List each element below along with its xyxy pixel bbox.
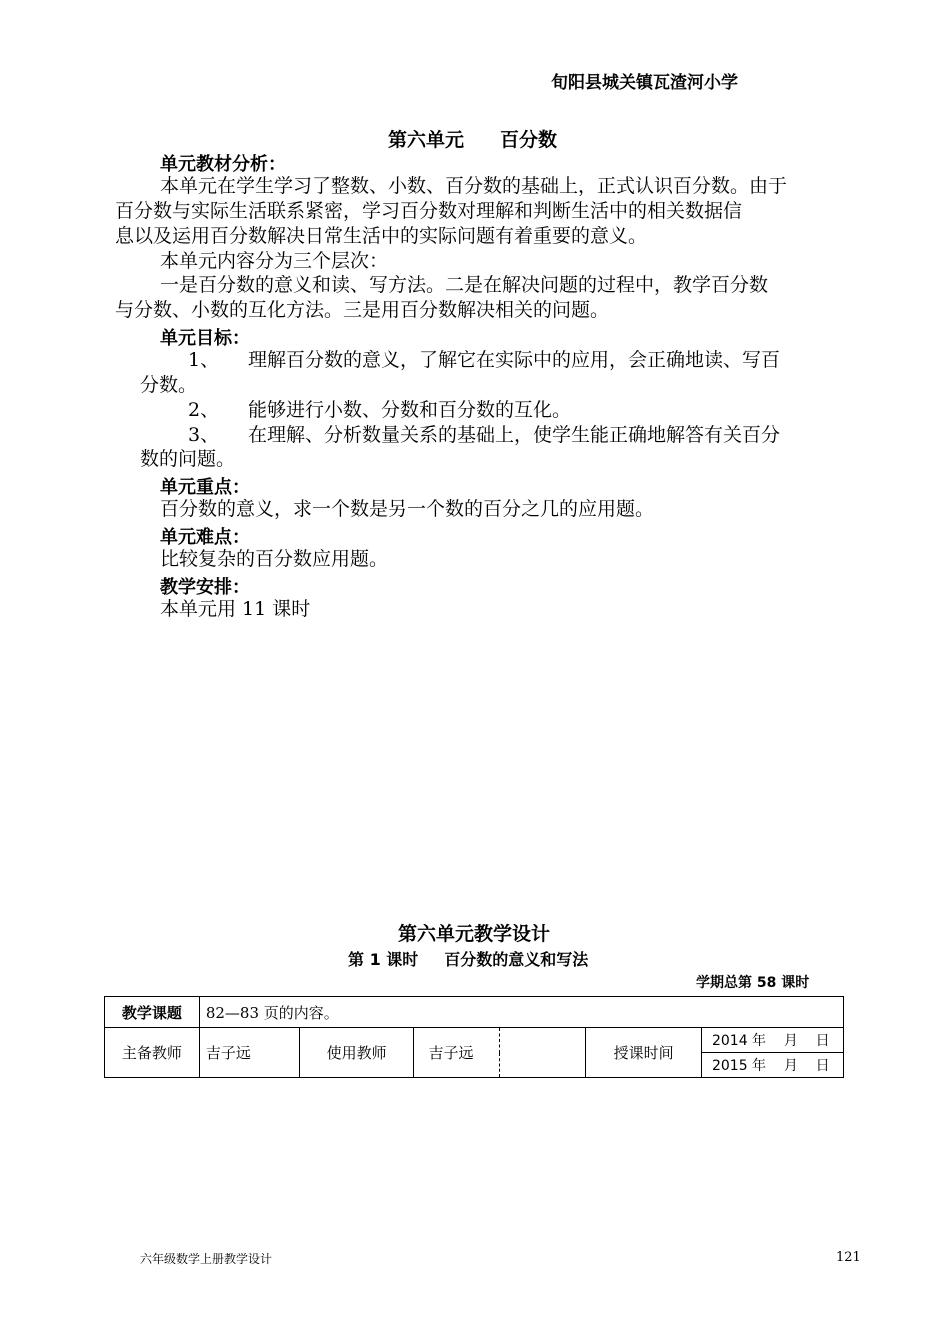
footer-title: 六年级数学上册教学设计 xyxy=(140,1252,273,1266)
topic-value: 82—83 页的内容。 xyxy=(199,997,843,1028)
semester-period: 学期总第 58 课时 xyxy=(696,975,810,991)
table-row xyxy=(105,997,844,1028)
date-2015: 2015 年 月 日 xyxy=(701,1053,843,1078)
content-line-2: 与分数、小数的互化方法。三是用百分数解决相关的问题。 xyxy=(115,299,610,321)
using-teacher-value: 吉子远 xyxy=(414,1028,500,1078)
blank-cell xyxy=(500,1028,586,1078)
analysis-heading: 单元教材分析： xyxy=(160,154,286,175)
unit-title-name: 百分数 xyxy=(500,129,558,151)
content-intro: 本单元内容分为三个层次： xyxy=(160,250,389,272)
goal-3-line-2: 数的问题。 xyxy=(140,448,236,470)
time-label: 授课时间 xyxy=(586,1028,702,1078)
key-text: 百分数的意义，求一个数是另一个数的百分之几的应用题。 xyxy=(160,498,655,520)
lead-teacher-value: 吉子远 xyxy=(199,1028,299,1078)
goal-3-line-1: 在理解、分析数量关系的基础上，使学生能正确地解答有关百分 xyxy=(248,424,781,446)
difficulty-text: 比较复杂的百分数应用题。 xyxy=(160,548,389,570)
school-name: 旬阳县城关镇瓦渣河小学 xyxy=(551,73,738,93)
unit-title xyxy=(388,125,557,152)
unit-title-number: 第六单元 xyxy=(388,129,465,151)
using-teacher-label: 使用教师 xyxy=(299,1028,414,1078)
goal-2-number: 2、 xyxy=(188,399,220,421)
topic-label: 教学课题 xyxy=(105,997,200,1028)
key-heading: 单元重点： xyxy=(160,477,250,498)
table-row xyxy=(105,1028,844,1053)
goals-heading: 单元目标： xyxy=(160,328,250,349)
lesson-number: 第 1 课时 xyxy=(348,950,419,969)
date-2014: 2014 年 月 日 xyxy=(701,1028,843,1053)
goal-3-number: 3、 xyxy=(188,424,220,446)
schedule-heading: 教学安排： xyxy=(160,577,250,598)
lesson-title xyxy=(348,947,588,970)
goal-2-line-1: 能够进行小数、分数和百分数的互化。 xyxy=(248,399,572,421)
goal-1-number: 1、 xyxy=(188,349,220,371)
content-line-1: 一是百分数的意义和读、写方法。二是在解决问题的过程中，教学百分数 xyxy=(160,274,769,296)
goal-1-line-1: 理解百分数的意义，了解它在实际中的应用，会正确地读、写百 xyxy=(248,349,781,371)
analysis-line-1: 本单元在学生学习了整数、小数、百分数的基础上，正式认识百分数。由于 xyxy=(160,175,788,197)
schedule-text: 本单元用 11 课时 xyxy=(160,598,311,620)
analysis-line-3: 息以及运用百分数解决日常生活中的实际问题有着重要的意义。 xyxy=(115,225,648,247)
lead-teacher-label: 主备教师 xyxy=(105,1028,200,1078)
lesson-info-table xyxy=(104,996,844,1078)
difficulty-heading: 单元难点： xyxy=(160,527,250,548)
page-number: 121 xyxy=(836,1250,861,1265)
analysis-line-2: 百分数与实际生活联系紧密，学习百分数对理解和判断生活中的相关数据信 xyxy=(115,200,743,222)
lesson-name: 百分数的意义和写法 xyxy=(444,950,589,969)
design-title: 第六单元教学设计 xyxy=(398,923,551,945)
goal-1-line-2: 分数。 xyxy=(140,374,198,396)
